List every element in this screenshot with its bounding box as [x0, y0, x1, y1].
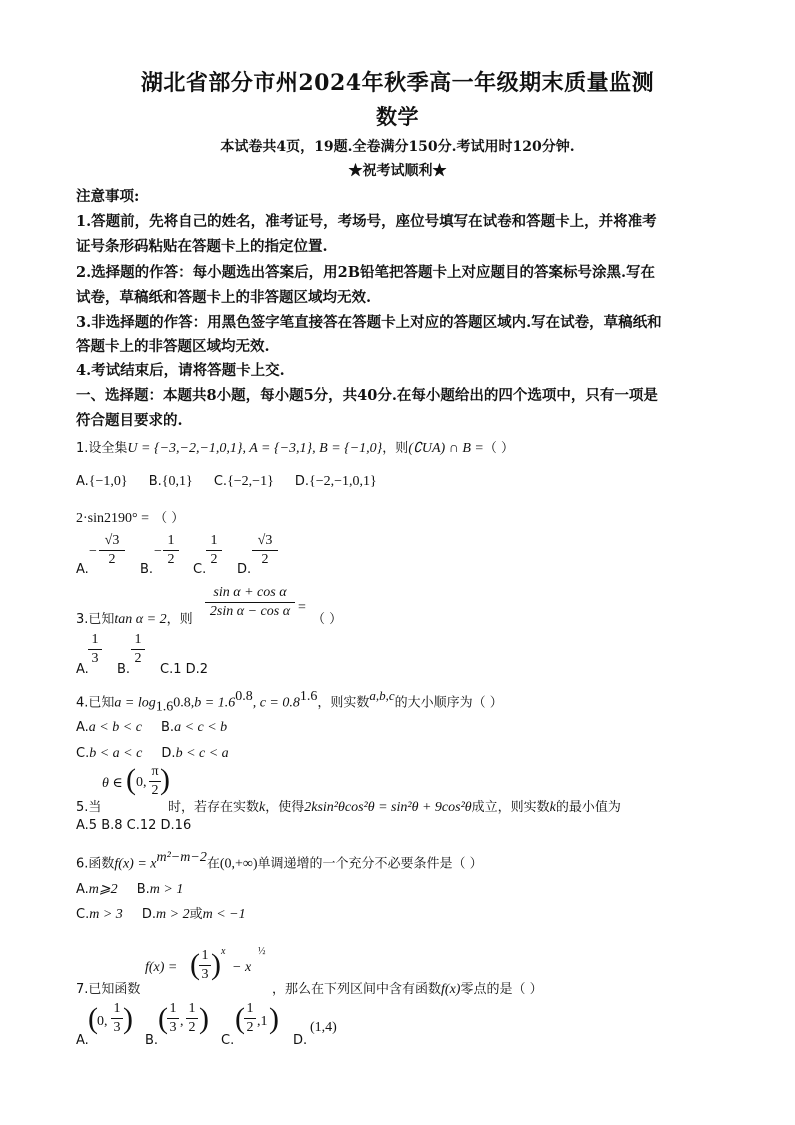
q5-left-paren: ( — [126, 763, 136, 796]
q3-prefix: 3.已知 — [76, 612, 115, 627]
q5-pi: π — [151, 764, 159, 779]
q5-equation: 2ksin²θcos²θ = sin²θ + 9cos²θ — [304, 800, 472, 815]
q5-theta: θ ∈ — [102, 776, 123, 791]
q6-or: 或 — [189, 907, 203, 922]
q4-c-exp: 1.6 — [299, 689, 318, 704]
q4-a-rest: 0.8, — [173, 695, 195, 711]
q7-option-d-label: D. — [293, 1033, 308, 1048]
question-4 — [76, 688, 503, 716]
q3-paren: （ ） — [312, 612, 343, 627]
q4-option-b-label: B. — [161, 720, 175, 735]
q2-d-num: √3 — [257, 533, 273, 548]
q5-k2: k — [549, 800, 556, 815]
page-title: 湖北省部分市州2024年秋季高一年级期末质量监测 — [140, 70, 655, 96]
q7-option-d: (1,4) — [310, 1020, 337, 1035]
q1-option-c-label: C. — [213, 474, 228, 489]
q5-prefix: 5.当 — [76, 800, 102, 815]
q6-option-b: m > 1 — [149, 882, 184, 897]
q7-base-den: 3 — [201, 967, 209, 982]
q7-exponent-half: ½ — [258, 946, 266, 957]
q1-option-b: {0,1} — [161, 474, 193, 489]
question-3-lead — [76, 608, 193, 628]
q5-mid2: ，使得 — [265, 800, 305, 815]
q4-option-d-label: D. — [161, 746, 176, 761]
q4-option-c-label: C. — [76, 746, 90, 761]
q3-option-b-fraction — [131, 632, 145, 667]
q3-fraction — [205, 585, 295, 620]
exam-info: 本试卷共4页，19题.全卷满分150分.考试用时120分钟. — [220, 139, 575, 155]
q2-paren: （ ） — [154, 511, 185, 526]
q7-b-fraction-2 — [186, 1001, 198, 1036]
q7-a-num: 1 — [113, 1001, 121, 1016]
q3-cond: tan α = 2 — [114, 612, 167, 627]
notes-heading: 注意事项: — [76, 188, 140, 205]
q7-a-left: 0, — [97, 1014, 108, 1029]
q6-option-d-label: D. — [141, 907, 157, 922]
q3-b-num: 1 — [134, 632, 142, 647]
question-5-body — [168, 796, 621, 816]
q6-options-row-1 — [76, 878, 183, 898]
note-1-line-1: 1.答题前，先将自己的姓名，准考证号，考场号，座位号填写在试卷和答题卡上，并将准考 — [76, 213, 657, 230]
q1-option-a-label: A. — [76, 474, 89, 489]
question-7 — [76, 978, 140, 997]
q3-numerator: sin α + cos α — [213, 585, 287, 600]
q7-b-fraction-1 — [167, 1001, 179, 1036]
q2-option-a-fraction — [99, 533, 125, 568]
q7-c-lparen: ( — [235, 1002, 245, 1035]
q6-mid: 在 — [206, 856, 220, 872]
q7-c-den: 2 — [246, 1020, 254, 1035]
q7-b-rparen: ) — [199, 1002, 209, 1035]
q2-option-b-sign: − — [154, 544, 162, 559]
q7-minus-x: − x — [232, 960, 252, 975]
q6-tail: 单调递增的一个充分不必要条件是（ ） — [257, 856, 483, 872]
q7-b-num2: 1 — [188, 1001, 196, 1016]
q3-mid: ，则 — [166, 612, 193, 627]
q2-option-d-label: D. — [237, 562, 252, 577]
q4-vars: a,b,c — [369, 688, 395, 703]
q4-tail: 的大小顺序为（ ） — [394, 695, 503, 711]
note-3-line-2: 答题卡上的非答题区域均无效. — [76, 338, 270, 355]
q7-left-paren: ( — [190, 948, 200, 981]
q7-c-right: ,1 — [257, 1014, 268, 1029]
q7-mid: ，那么在下列区间中含有函数 — [272, 982, 442, 997]
q2-option-d-fraction — [252, 533, 278, 568]
q7-c-rparen: ) — [269, 1002, 279, 1035]
q3-denominator: 2sin α − cos α — [209, 604, 291, 619]
q3-option-a-label: A. — [76, 662, 89, 677]
q2-c-den: 2 — [210, 552, 218, 567]
q5-two: 2 — [151, 783, 159, 798]
question-2 — [76, 507, 184, 527]
q6-option-b-label: B. — [136, 882, 150, 897]
q4-c: , c = 0.8 — [252, 695, 300, 711]
q1-sets: U = {−3,−2,−1,0,1}, A = {−3,1}, B = {−1,0} — [127, 441, 383, 456]
q1-option-b-label: B. — [148, 474, 162, 489]
q1-paren: （ ） — [483, 441, 514, 456]
q4-option-c: b < a < c — [89, 746, 143, 761]
note-1-line-2: 证号条形码粘贴在答题卡上的指定位置. — [76, 238, 328, 255]
q4-a-base: 1.6 — [155, 699, 174, 715]
q3-a-num: 1 — [91, 632, 99, 647]
q1-option-d: {−2,−1,0,1} — [309, 474, 377, 489]
q7-prefix: 7.已知函数 — [76, 982, 141, 997]
q2-option-b-label: B. — [140, 562, 154, 577]
note-2-line-2: 试卷，草稿纸和答题卡上的非答题区域均无效. — [76, 289, 372, 306]
q2-b-den: 2 — [167, 552, 175, 567]
q3-equals: = — [298, 600, 306, 615]
q4-b: b = 1.6 — [194, 695, 236, 711]
q6-exponent: m²−m−2 — [156, 850, 207, 865]
q7-function: f(x) = — [145, 960, 178, 975]
q6-options-row-2 — [76, 903, 246, 923]
q7-base-num: 1 — [201, 948, 209, 963]
q4-b-exp: 0.8 — [235, 689, 253, 704]
q4-options-row-2 — [76, 742, 229, 762]
q5-tail: 的最小值为 — [555, 800, 621, 815]
q6-option-d: m > 2 — [156, 907, 190, 922]
q7-option-c-label: C. — [221, 1033, 235, 1048]
note-4: 4.考试结束后，请将答题卡上交. — [76, 362, 285, 379]
q7-right-paren: ) — [211, 948, 221, 981]
subject-title: 数学 — [376, 104, 419, 129]
q7-c-num: 1 — [246, 1001, 254, 1016]
q7-base-fraction — [199, 948, 211, 983]
q4-option-b: a < c < b — [174, 720, 228, 735]
q1-option-d-label: D. — [294, 474, 310, 489]
q7-b-lparen: ( — [158, 1002, 168, 1035]
question-7-body — [272, 978, 543, 998]
q6-option-c-label: C. — [76, 907, 90, 922]
q2-a-den: 2 — [108, 552, 116, 567]
q4-options-row-1 — [76, 716, 227, 736]
q2-a-num: √3 — [104, 533, 120, 548]
q7-tail: 零点的是（ ） — [460, 982, 543, 997]
q2-c-num: 1 — [210, 533, 218, 548]
q7-option-a-label: A. — [76, 1033, 89, 1048]
q4-mid: ，则实数 — [317, 695, 370, 711]
q1-prefix: 1.设全集 — [76, 441, 128, 456]
q6-prefix: 6.函数 — [76, 856, 115, 872]
q7-exponent-x: x — [221, 946, 226, 957]
note-3-line-1: 3.非选择题的作答：用黑色签字笔直接答在答题卡上对应的答题区域内.写在试卷，草稿纸和 — [76, 314, 662, 331]
q3-option-a-fraction — [88, 632, 102, 667]
q7-b-den1: 3 — [169, 1020, 177, 1035]
q1-option-a: {−1,0} — [88, 474, 128, 489]
q2-d-den: 2 — [261, 552, 269, 567]
q2-option-c-label: C. — [193, 562, 207, 577]
q4-prefix: 4.已知 — [76, 695, 115, 711]
q1-mid: ，则 — [382, 441, 409, 456]
q1-option-c: {−2,−1} — [227, 474, 274, 489]
q4-option-a: a < b < c — [88, 720, 142, 735]
section-1-line-2: 符合题目要求的. — [76, 412, 183, 429]
q6-option-c: m > 3 — [89, 907, 123, 922]
note-2-line-1: 2.选择题的作答：每小题选出答案后，用2B铅笔把答题卡上对应题目的答案标号涂黑.写在 — [76, 264, 656, 281]
q4-option-a-label: A. — [76, 720, 89, 735]
q2-option-b-fraction — [163, 533, 179, 568]
q3-b-den: 2 — [134, 651, 142, 666]
q5-mid3: 成立，则实数 — [471, 800, 550, 815]
q2-option-a-sign: − — [89, 544, 97, 559]
q2-option-c-fraction — [206, 533, 222, 568]
q7-b-den2: 2 — [188, 1020, 196, 1035]
q5-zero: 0, — [136, 775, 147, 790]
q7-b-comma: , — [180, 1014, 184, 1029]
q6-option-d-2: m < −1 — [202, 907, 246, 922]
q6-interval: (0,+∞) — [219, 856, 258, 872]
q3-option-b-label: B. — [117, 662, 131, 677]
q4-a: a = log — [114, 695, 156, 711]
q4-option-d: b < c < a — [175, 746, 229, 761]
question-1 — [76, 437, 514, 457]
q7-c-fraction — [244, 1001, 256, 1036]
q7-a-fraction — [111, 1001, 123, 1036]
question-5 — [76, 796, 101, 815]
q7-a-rparen: ) — [123, 1002, 133, 1035]
q7-f2: f(x) — [441, 982, 461, 997]
q2-stem: 2·sin2190° = — [76, 511, 149, 526]
q6-option-a-label: A. — [76, 882, 89, 897]
q5-options: A.5 B.8 C.12 D.16 — [76, 818, 192, 833]
q7-a-den: 3 — [113, 1020, 121, 1035]
q1-options — [76, 470, 377, 490]
q6-function: f(x) = x — [114, 856, 157, 872]
exam-wish: ★祝考试顺利★ — [348, 163, 447, 179]
q3-options-cd: C.1 D.2 — [160, 662, 209, 677]
q6-option-a: m⩾2 — [88, 882, 118, 897]
q5-mid1: 时，若存在实数 — [168, 800, 260, 815]
question-6 — [76, 850, 483, 872]
q5-k: k — [259, 800, 266, 815]
q1-expr: (∁UA) ∩ B = — [408, 441, 484, 456]
q7-option-b-label: B. — [145, 1033, 159, 1048]
q3-a-den: 3 — [91, 651, 99, 666]
q2-b-num: 1 — [167, 533, 175, 548]
q7-b-num1: 1 — [169, 1001, 177, 1016]
section-1-line-1: 一、选择题：本题共8小题，每小题5分，共40分.在每小题给出的四个选项中，只有一项是 — [76, 387, 658, 404]
q2-option-a-label: A. — [76, 562, 89, 577]
q7-a-lparen: ( — [88, 1002, 98, 1035]
q5-right-paren: ) — [160, 763, 170, 796]
